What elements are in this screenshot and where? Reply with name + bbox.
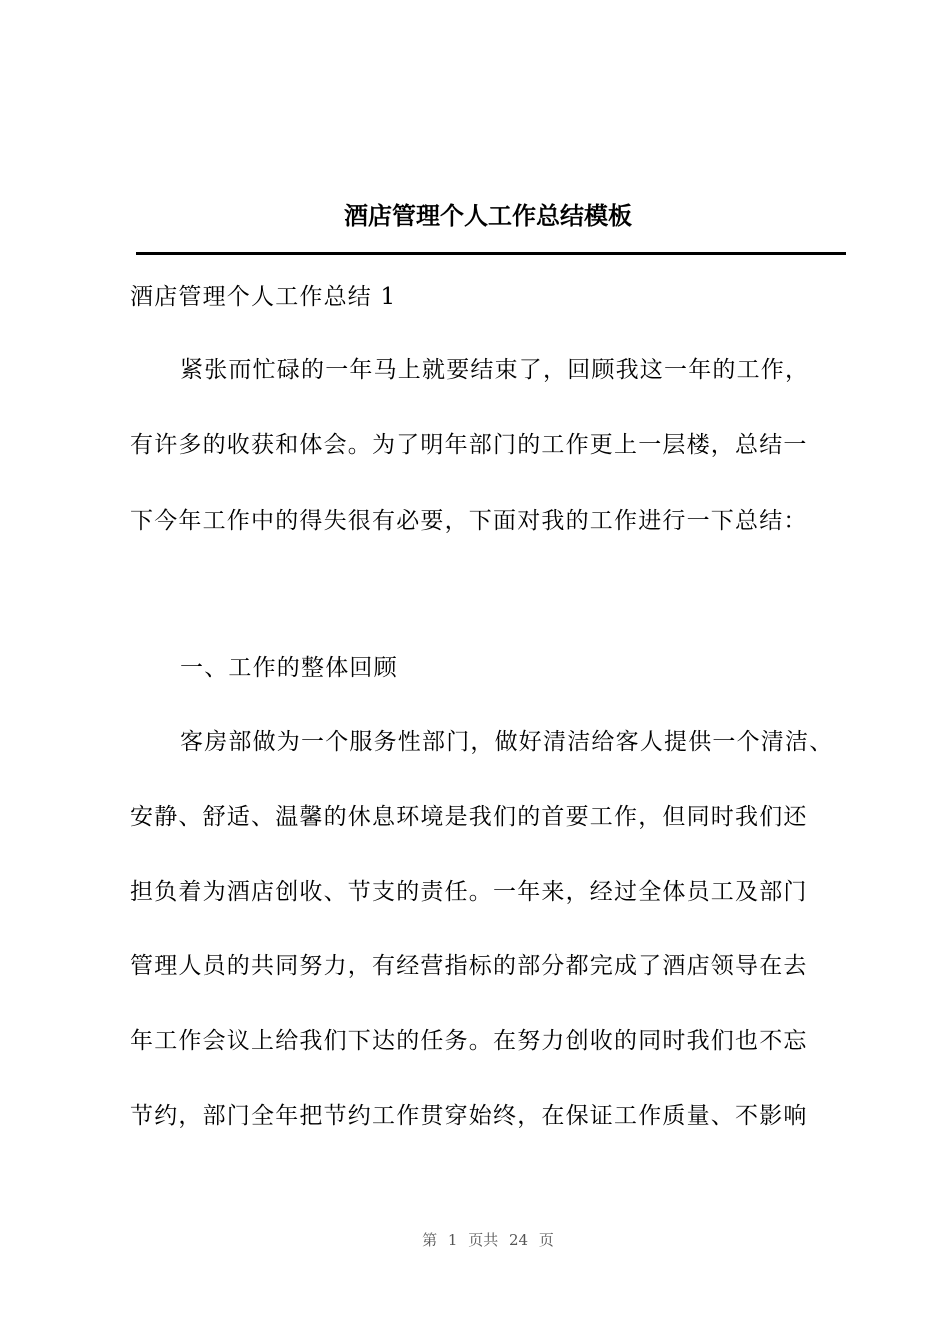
paragraph-line: 管理人员的共同努力，有经营指标的部分都完成了酒店领导在去 xyxy=(130,953,808,979)
title-divider xyxy=(136,252,846,255)
document-title: 酒店管理个人工作总结模板 xyxy=(344,201,632,230)
page-number-footer: 第 1 页共 24 页 xyxy=(422,1231,554,1249)
paragraph-line: 担负着为酒店创收、节支的责任。一年来，经过全体员工及部门 xyxy=(130,879,808,905)
subsection-heading: 一、工作的整体回顾 xyxy=(180,655,398,681)
paragraph-line: 有许多的收获和体会。为了明年部门的工作更上一层楼，总结一 xyxy=(130,432,808,458)
paragraph-line: 客房部做为一个服务性部门，做好清洁给客人提供一个清洁、 xyxy=(180,729,834,755)
paragraph-line: 安静、舒适、温馨的休息环境是我们的首要工作，但同时我们还 xyxy=(130,804,808,830)
paragraph-line: 下今年工作中的得失很有必要，下面对我的工作进行一下总结： xyxy=(130,508,808,534)
section-heading: 酒店管理个人工作总结 1 xyxy=(130,284,397,310)
paragraph-line: 年工作会议上给我们下达的任务。在努力创收的同时我们也不忘 xyxy=(130,1028,808,1054)
paragraph-line: 紧张而忙碌的一年马上就要结束了，回顾我这一年的工作， xyxy=(180,357,810,383)
paragraph-line: 节约，部门全年把节约工作贯穿始终，在保证工作质量、不影响 xyxy=(130,1103,808,1129)
